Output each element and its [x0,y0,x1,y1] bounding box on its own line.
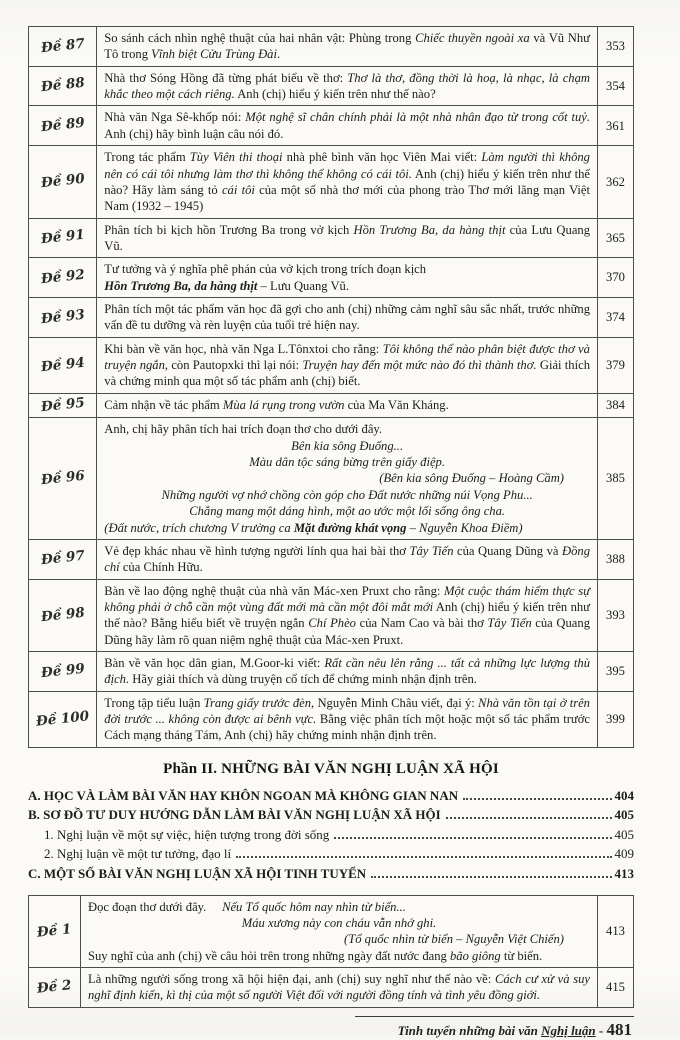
entry-page-number: 379 [598,337,634,393]
de-number-cell [29,27,97,67]
entry-page-number: 399 [598,691,634,747]
entry-line: Đọc đoạn thơ dưới đây. Nếu Tổ quốc hôm nay nhìn từ biển... [88,899,406,914]
entry-page-number: 362 [598,146,634,218]
toc-row [29,27,634,67]
entry-line: (Bên kia sông Đuống – Hoàng Cầm) [379,471,564,486]
de-number-cell [29,337,97,393]
toc-table-part2 [28,895,634,1008]
toc-row [29,66,634,106]
entry-text [97,106,598,146]
part2-heading: Phần II. NHỮNG BÀI VĂN NGHỊ LUẬN XÃ HỘI [163,760,499,777]
de-number-label: Đề 2 [36,976,73,997]
de-number-cell [29,218,97,258]
de-number-label: Đề 90 [39,170,86,192]
page-footer [28,1008,634,1040]
entry-line: Màu dân tộc sáng bừng trên giấy điệp. [249,455,446,470]
dot-leader [236,856,611,858]
de-number-label: Đề 87 [39,35,86,56]
entry-page-number: 353 [598,27,634,67]
toc-row [29,337,634,393]
entry-page-number: 388 [598,539,634,579]
entry-line: Nhà văn Nga Sê-khốp nói: Một nghệ sĩ chân chính phải là một nhà nhân đạo từ trong cốt tuỷ. Anh (chị) hãy bình luận câu nói đó. [104,110,590,141]
de-number-cell [29,579,97,651]
footer-book-title: Tinh tuyển những bài văn Nghị luận [397,1022,596,1038]
entry-line: Phân tích bi kịch hồn Trương Ba trong vở kịch Hồn Trương Ba, da hàng thịt của Lưu Quang Vũ. [104,222,591,253]
entry-text [97,258,598,298]
entry-text [97,146,598,218]
toc-item-page: 409 [614,846,634,862]
entry-line: Bàn về văn học dân gian, M.Goor-ki viết: Rất cần nêu lên rằng ... tất cả những lực lượng thù địch. Hãy giải thích và dùng truyện cổ tích để chứng minh nhận định trên. [104,656,590,687]
entry-text [81,968,598,1008]
toc-row [29,579,634,651]
entry-line: Trong tác phẩm Tùy Viên thi thoại nhà phê bình văn học Viên Mai viết: Làm người thì không nên có cái tôi nhưng làm thơ thì không thể không có cái tôi. Anh (chị) hiểu ý kiến trên như thế nào? Hãy làm sáng tỏ cái tôi của một số nhà thơ mới của phong trào Thơ mới lãng mạn Việt Nam (1932 – 1945) [104,150,590,214]
toc-row [29,218,634,258]
footer-page-number: 481 [606,1019,632,1039]
toc-item-page: 413 [614,866,634,882]
toc-item-page: 405 [614,807,634,823]
entry-line: So sánh cách nhìn nghệ thuật của hai nhân vật: Phùng trong Chiếc thuyền ngoài xa và Vũ Như Tô trong Vĩnh biệt Cửu Trùng Đài. [104,31,590,62]
de-number-cell [29,106,97,146]
entry-line: Những người vợ nhớ chồng còn góp cho Đất nước những núi Vọng Phu... [161,487,533,502]
de-number-label: Đề 92 [39,266,86,288]
entry-page-number: 370 [598,258,634,298]
entry-line: Trong tập tiểu luận Trang giấy trước đèn, Nguyễn Minh Châu viết, đại ý: Nhà văn tồn tại ở trên đời trước ... không còn được ai bênh vực. Bằng việc phân tích một hoặc một số tác phẩm trước Cách mạng tháng Tám, Anh (chị) hãy chứng minh nhận định trên. [104,695,590,743]
entry-text [97,539,598,579]
toc-item-page: 404 [614,787,634,803]
de-number-label: Đề 88 [39,75,86,96]
toc-row [29,895,634,967]
de-number-cell [29,66,97,106]
toc-row [29,258,634,298]
entry-text [97,337,598,393]
entry-line: Bên kia sông Đuống... [291,438,404,453]
dot-leader [334,837,611,839]
toc-list-item [28,865,634,883]
de-number-cell [29,968,81,1008]
entry-line: Là những người sống trong xã hội hiện đại, anh (chị) suy nghĩ như thế nào về: Cách cư xử và suy nghĩ định kiến, kì thị của một số người Việt đối với người đồng tính và tình yêu đồng giới. [88,972,590,1003]
entry-line: Máu xương này con cháu vẫn nhớ ghi. [241,915,437,930]
toc-table-part1 [28,26,634,748]
entry-text [97,691,598,747]
de-number-cell [29,418,97,540]
de-number-label: Đề 93 [39,306,86,327]
entry-text [97,298,598,338]
entry-text [97,652,598,692]
entry-page-number: 415 [598,968,634,1008]
entry-line: Suy nghĩ của anh (chị) về câu hỏi trên trong những ngày đất nước đang bão giông từ biển. [88,948,543,963]
footer-separator: - [595,1022,607,1038]
toc-item-label: 1. Nghị luận về một sự việc, hiện tượng trong đời sống [44,826,330,842]
entry-line: Vẻ đẹp khác nhau về hình tượng người lính qua hai bài thơ Tây Tiến của Quang Dũng và Đồng chí của Chính Hữu. [104,543,590,575]
de-number-cell [29,393,97,418]
entry-text [81,895,598,967]
toc-item-page: 405 [614,826,634,842]
entry-page-number: 361 [598,106,634,146]
entry-page-number: 395 [598,652,634,692]
entry-page-number: 374 [598,298,634,338]
de-number-label: Đề 96 [39,467,86,489]
entry-line: (Tổ quốc nhìn từ biển – Nguyễn Việt Chiến) [344,932,564,947]
dot-leader [463,798,611,800]
de-number-label: Đề 94 [39,354,86,375]
de-number-cell [29,258,97,298]
toc-row [29,393,634,418]
toc-row [29,146,634,218]
toc-item-label: C. MỘT SỐ BÀI VĂN NGHỊ LUẬN XÃ HỘI TINH TUYỂN [28,866,367,882]
de-number-label: Đề 100 [35,707,90,730]
toc-list-item [28,845,634,863]
de-number-cell [29,298,97,338]
toc-row [29,539,634,579]
entry-page-number: 365 [598,218,634,258]
toc-list-item [28,826,634,844]
entry-line: Phân tích một tác phẩm văn học đã gợi cho anh (chị) những cảm nghĩ sâu sắc nhất, trước những vấn đề tu dưỡng và rèn luyện của tuổi trẻ hiện nay. [104,302,590,333]
entry-line: Cảm nhận về tác phẩm Mùa lá rụng trong vườn của Ma Văn Kháng. [104,398,449,413]
toc-row [29,106,634,146]
de-number-label: Đề 98 [39,604,86,625]
entry-text [97,66,598,106]
de-number-label: Đề 99 [39,660,86,681]
entry-text [97,27,598,67]
toc-item-label: B. SƠ ĐỒ TƯ DUY HƯỚNG DẪN LÀM BÀI VĂN NGHỊ LUẬN XÃ HỘI [28,807,441,823]
dot-leader [371,876,611,878]
entry-line: (Đất nước, trích chương V trường ca Mặt đường khát vọng – Nguyễn Khoa Điềm) [104,520,523,535]
entry-page-number: 413 [598,895,634,967]
entry-text [97,218,598,258]
entry-line: Chẳng mang một dáng hình, một ao ước một lối sống ông cha. [189,504,506,519]
entry-page-number: 393 [598,579,634,651]
entry-text [97,418,598,540]
de-number-cell [29,146,97,218]
entry-line: Khi bàn về văn học, nhà văn Nga L.Tônxtoi cho rằng: Tôi không thể nào phân biệt được thơ và truyện ngắn, còn Pautopxki thì lại nói: Truyện hay đến một mức nào đó thì thành thơ. Giải thích và chứng minh qua một số tác phẩm anh (chị) biết. [104,341,590,389]
toc-row [29,652,634,692]
de-number-label: Đề 91 [39,226,86,248]
footer-rule [355,1016,634,1017]
entry-page-number: 354 [598,66,634,106]
entry-line: Tư tưởng và ý nghĩa phê phán của vở kịch trong trích đoạn kịch [104,262,427,277]
toc-list-item [28,806,634,824]
de-number-label: Đề 95 [39,394,86,416]
entry-line: Nhà thơ Sóng Hồng đã từng phát biểu về thơ: Thơ là thơ, đồng thời là hoạ, là nhạc, là chạm khắc theo một cách riêng. Anh (chị) hiểu ý kiến trên như thế nào? [104,70,590,102]
de-number-label: Đề 97 [39,548,86,569]
toc-row [29,691,634,747]
de-number-cell [29,652,97,692]
toc-row [29,968,634,1008]
entry-line: Anh, chị hãy phân tích hai trích đoạn thơ cho dưới đây. [104,422,383,437]
de-number-label: Đề 89 [39,114,86,136]
entry-line: Hồn Trương Ba, da hàng thịt – Lưu Quang Vũ. [104,278,349,293]
de-number-cell [29,691,97,747]
entry-text [97,393,598,418]
de-number-label: Đề 1 [36,920,73,941]
toc-row [29,418,634,540]
toc-row [29,298,634,338]
entry-text [97,579,598,651]
entry-line: Bàn về lao động nghệ thuật của nhà văn Mác-xen Pruxt cho rằng: Một cuộc thám hiểm thực sự không phải ở chỗ cần một vùng đất mới mà cần một đôi mắt mới Anh (chị) hiểu ý kiến trên như thế nào? Bằng hiểu biết về truyện ngắn Chí Phèo của Nam Cao và bài thơ Tây Tiến của Quang Dũng hãy làm rõ quan niệm nghệ thuật của Mác-xen Pruxt. [104,583,590,647]
part2-toc-list [28,785,634,885]
footer-text [28,1020,634,1040]
de-number-cell [29,539,97,579]
entry-page-number: 385 [598,418,634,540]
de-number-cell [29,895,81,967]
entry-page-number: 384 [598,393,634,418]
dot-leader [446,817,612,819]
toc-item-label: 2. Nghị luận về một tư tưởng, đạo lí [44,846,232,862]
toc-item-label: A. HỌC VÀ LÀM BÀI VĂN HAY KHÔN NGOAN MÀ KHÔNG GIAN NAN [28,787,459,803]
toc-list-item [28,787,634,805]
